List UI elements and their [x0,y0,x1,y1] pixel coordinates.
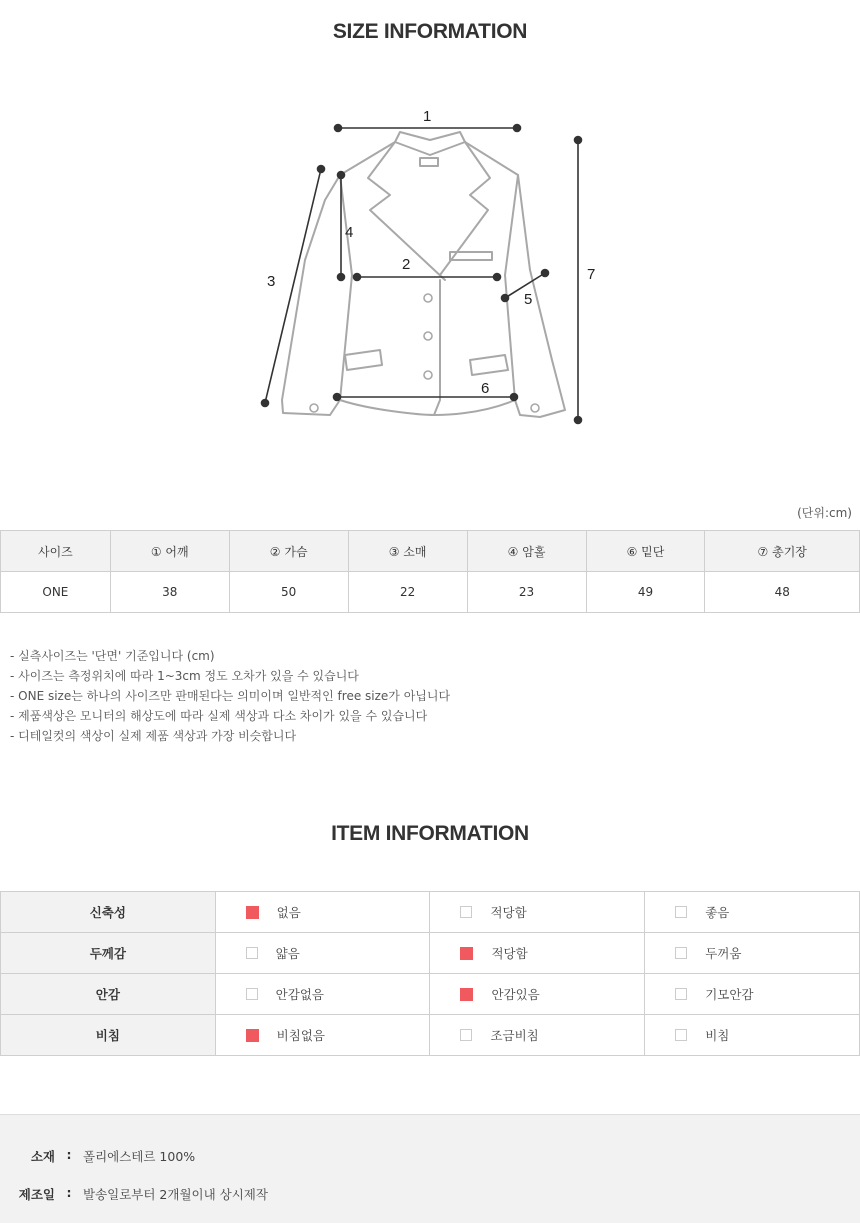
item-option-label: 기모안감 [705,987,754,1002]
measure-label-5: 5 [524,291,533,308]
unchecked-box-icon [675,1029,687,1041]
table-row [1,572,860,613]
shoulder-cell: 38 [110,572,229,613]
unchecked-box-icon [460,906,472,918]
item-option-label: 좋음 [705,905,730,920]
hem-cell: 49 [586,572,705,613]
item-option-label: 두꺼움 [705,946,742,961]
unchecked-box-icon [246,988,258,1000]
note-item: - 제품색상은 모니터의 해상도에 따라 실제 색상과 다소 차이가 있을 수 있습니다 [10,709,428,723]
size-notes [10,646,450,746]
unchecked-box-icon [460,1029,472,1041]
fabric-value: 폴리에스테르 100% [83,1149,196,1164]
item-option-label: 비침없음 [276,1028,325,1043]
item-option-label: 조금비침 [490,1028,539,1043]
table-row [1,933,860,974]
item-option-label: 안감있음 [491,987,540,1002]
header-cell: ③ 소매 [348,531,467,572]
button-icon [424,332,432,340]
item-option [645,974,860,1015]
unit-note: (단위:cm) [797,506,852,520]
unchecked-box-icon [675,906,687,918]
item-option [215,1015,430,1056]
button-icon [424,371,432,379]
item-option [215,892,430,933]
item-option [430,892,645,933]
item-information-title: ITEM INFORMATION [331,822,529,845]
note-item: - ONE size는 하나의 사이즈만 판매된다는 의미이며 일반적인 free size가 아닙니다 [10,689,451,703]
checked-box-icon [246,1029,259,1042]
header-cell: ① 어깨 [110,531,229,572]
measure-label-6: 6 [481,380,490,397]
item-option [430,974,645,1015]
size-table [0,530,860,613]
header-cell: ⑦ 총기장 [705,531,860,572]
table-row [1,1015,860,1056]
item-option-label: 안감없음 [275,987,324,1002]
fabric-row [0,1147,195,1165]
item-option-label: 적당함 [491,946,528,961]
material-info-box [0,1114,860,1223]
measure-label-3: 3 [267,273,276,290]
size-information-title: SIZE INFORMATION [332,20,528,43]
item-option [645,892,860,933]
measure-label-4: 4 [345,224,354,241]
note-item: - 실측사이즈는 '단면' 기준입니다 (cm) [10,649,215,663]
note-item: - 디테일컷의 색상이 실제 제품 색상과 가장 비슷합니다 [10,729,297,743]
item-option [215,933,430,974]
header-cell: ④ 암홀 [467,531,586,572]
sleeve-cell: 22 [348,572,467,613]
item-info-table [0,891,860,1056]
item-category: 안감 [1,974,216,1015]
measure-label-1: 1 [423,108,432,125]
fabric-label: 소재 [30,1149,55,1164]
item-category: 신축성 [1,892,216,933]
jacket-measurement-diagram [0,80,860,460]
unchecked-box-icon [246,947,258,959]
item-option [430,1015,645,1056]
table-row [1,892,860,933]
manufacture-row [0,1185,268,1203]
checked-box-icon [460,947,473,960]
header-cell: ② 가슴 [229,531,348,572]
size-cell: ONE [1,572,111,613]
manufacture-label: 제조일 [18,1187,55,1202]
item-option [430,933,645,974]
item-option-label: 적당함 [490,905,527,920]
colon: : [66,1147,72,1162]
measure-label-2: 2 [402,256,411,273]
item-category: 두께감 [1,933,216,974]
measure-label-7: 7 [587,266,596,283]
unchecked-box-icon [675,947,687,959]
item-option [645,933,860,974]
item-option-label: 얇음 [275,946,300,961]
unchecked-box-icon [675,988,687,1000]
colon: : [66,1185,72,1200]
checked-box-icon [460,988,473,1001]
cuff-button-icon [310,404,318,412]
size-table-header-row [1,531,860,572]
cuff-button-icon [531,404,539,412]
button-icon [424,294,432,302]
armhole-cell: 23 [467,572,586,613]
header-cell: ⑥ 밑단 [586,531,705,572]
checked-box-icon [246,906,259,919]
item-option [215,974,430,1015]
item-option-label: 비침 [705,1028,730,1043]
total-length-cell: 48 [705,572,860,613]
item-option [645,1015,860,1056]
manufacture-value: 발송일로부터 2개월이내 상시제작 [83,1187,268,1202]
table-row [1,974,860,1015]
header-cell: 사이즈 [1,531,111,572]
chest-cell: 50 [229,572,348,613]
note-item: - 사이즈는 측정위치에 따라 1~3cm 정도 오차가 있을 수 있습니다 [10,669,359,683]
item-option-label: 없음 [276,905,301,920]
item-category: 비침 [1,1015,216,1056]
